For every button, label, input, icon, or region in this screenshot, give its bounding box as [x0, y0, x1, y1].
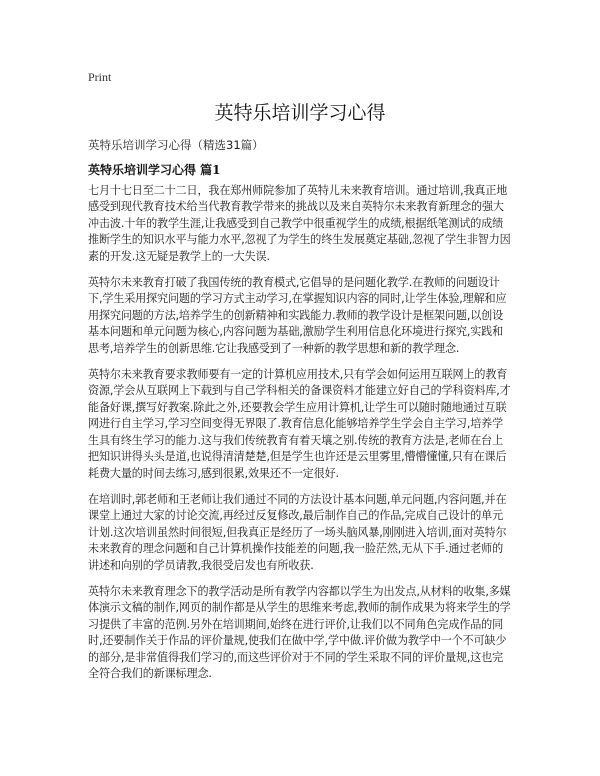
page-title: 英特乐培训学习心得 — [214, 102, 386, 124]
print-link[interactable]: Print — [88, 70, 112, 84]
article-body — [88, 183, 513, 692]
document-subtitle: 英特乐培训学习心得（精选31篇） — [88, 138, 264, 152]
paragraph-1: 七月十七日至二十二日，我在郑州师院参加了英特儿未来教育培训。通过培训,我真正地感受到现代教育技术给当代教育教学带来的挑战以及来自英特尔未来教育新理念的强大冲击波.十年的教学生涯,让我感受到自己教学中很重视学生的成绩,根据纸笔测试的成绩推断学生的知识水平与能力水平,忽视了为学生的终生发展奠定基础,忽视了学生非智力因素的开发.这无疑是教学上的一大失误. — [88, 184, 511, 263]
paragraph-5: 英特尔未来教育理念下的教学活动是所有教学内容都以学生为出发点,从材料的收集,多媒体演示文稿的制作,网页的制作都是从学生的思维来考虑,教师的制作成果为将来学生的学习提供了丰富的范例.另外在培训期间,始终在进行评价,让我们以不同角色完成作品的同时,还要制作关于作品的评价量规,使我们在做中学,学中做.评价做为教学中一个不可缺少的部分,是非常值得我们学习的,而这些评价对于不同的学生采取不同的评价量规,这也完全符合我们的新课标理念. — [88, 584, 511, 680]
paragraph-3: 英特尔未来教育要求教师要有一定的计算机应用技术,只有学会如何运用互联网上的教育资源,学会从互联网上下载到与自己学科相关的备课资料才能建立好自己的学科资料库,才能备好课,撰写好教案.除此之外,还要教会学生应用计算机,让学生可以随时随地通过互联网进行自主学习,学习空间变得无界限了.教育信息化能够培养学生学会自主学习,培养学生具有终生学习的能力.这与我们传统教育有着天壤之别.传统的教育方法是,老师在台上把知识讲得头头是道,也说得清清楚楚,但是学生也许还是云里雾里,懵懵懂懂,只有在课后耗费大量的时间去练习,感到很累,效果还不一定很好. — [88, 368, 511, 480]
section-heading: 英特乐培训学习心得 篇1 — [88, 163, 221, 177]
paragraph-4: 在培训时,郭老师和王老师让我们通过不同的方法设计基本问题,单元问题,内容问题,并在课堂上通过大家的讨论交流,再经过反复修改,最后制作自己的作品,完成自己设计的单元计划.这次培训虽然时间很短,但我真正是经历了一场头脑风暴,刚刚进入培训,面对英特尔未来教育的理念问题和自己计算机操作技能差的问题,我一脸茫然,无从下手.通过老师的讲述和向别的学员请教,我很受启发也有所收获. — [88, 492, 507, 572]
paragraph-2: 英特尔未来教育打破了我国传统的教育模式,它倡导的是问题化教学.在教师的问题设计下,学生采用探究问题的学习方式主动学习,在掌握知识内容的同时,让学生体验,理解和应用探究问题的方法,培养学生的创新精神和实践能力.教师的教学设计是框架问题,以创设基本问题和单元问题为核心,内容问题为基础,激励学生利用信息化环境进行探究,实践和思考,培养学生的创新思维.它让我感受到了一种新的教学思想和新的教学理念. — [88, 276, 507, 355]
